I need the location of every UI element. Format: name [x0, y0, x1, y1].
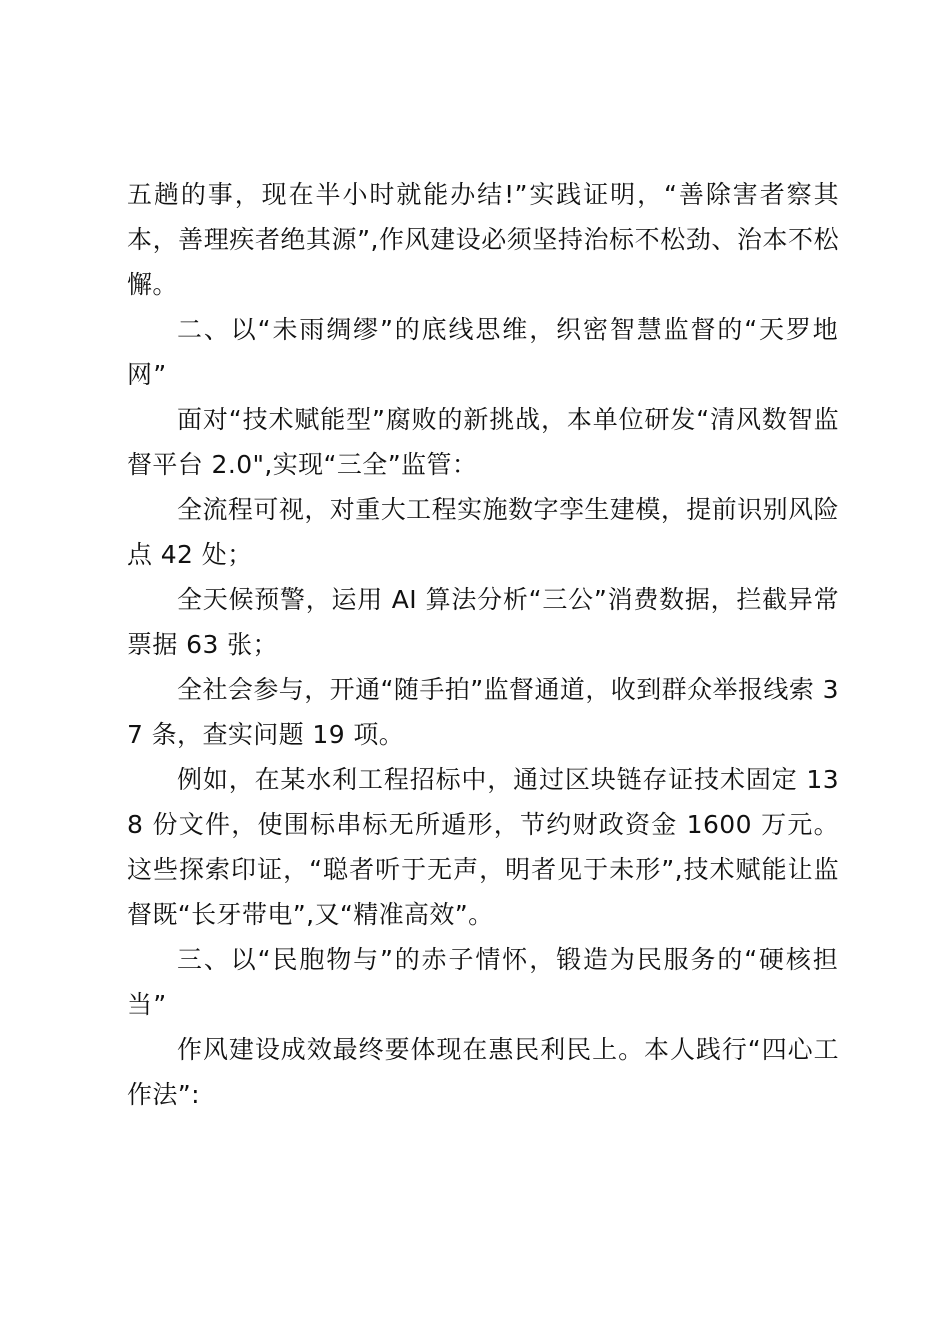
paragraph-example: 例如，在某水利工程招标中，通过区块链存证技术固定 138 份文件，使围标串标无所遁形，节约财政资金 1600 万元。这些探索印证，“聪者听于无声，明者见于未形”,技术赋能让监督既“长牙带电”,又“精准高效”。 [127, 765, 839, 929]
section-heading-3: 三、以“民胞物与”的赤子情怀，锻造为民服务的“硬核担当” [127, 945, 839, 1019]
paragraph-full-process: 全流程可视，对重大工程实施数字孪生建模，提前识别风险点 42 处； [127, 495, 839, 569]
paragraph-all-society: 全社会参与，开通“随手拍”监督通道，收到群众举报线索 37 条，查实问题 19 项。 [127, 675, 839, 749]
section-heading-2: 二、以“未雨绸缪”的底线思维，织密智慧监督的“天罗地网” [127, 315, 839, 389]
paragraph-continuation: 五趟的事，现在半小时就能办结!”实践证明，“善除害者察其本，善理疾者绝其源”,作风建设必须坚持治标不松劲、治本不松懈。 [127, 180, 839, 299]
paragraph-service: 作风建设成效最终要体现在惠民利民上。本人践行“四心工作法”: [127, 1035, 839, 1109]
document-body [127, 172, 839, 1117]
paragraph-all-weather: 全天候预警，运用 AI 算法分析“三公”消费数据，拦截异常票据 63 张； [127, 585, 839, 659]
paragraph-intro-platform: 面对“技术赋能型”腐败的新挑战，本单位研发“清风数智监督平台 2.0",实现“三全”监管： [127, 405, 839, 479]
